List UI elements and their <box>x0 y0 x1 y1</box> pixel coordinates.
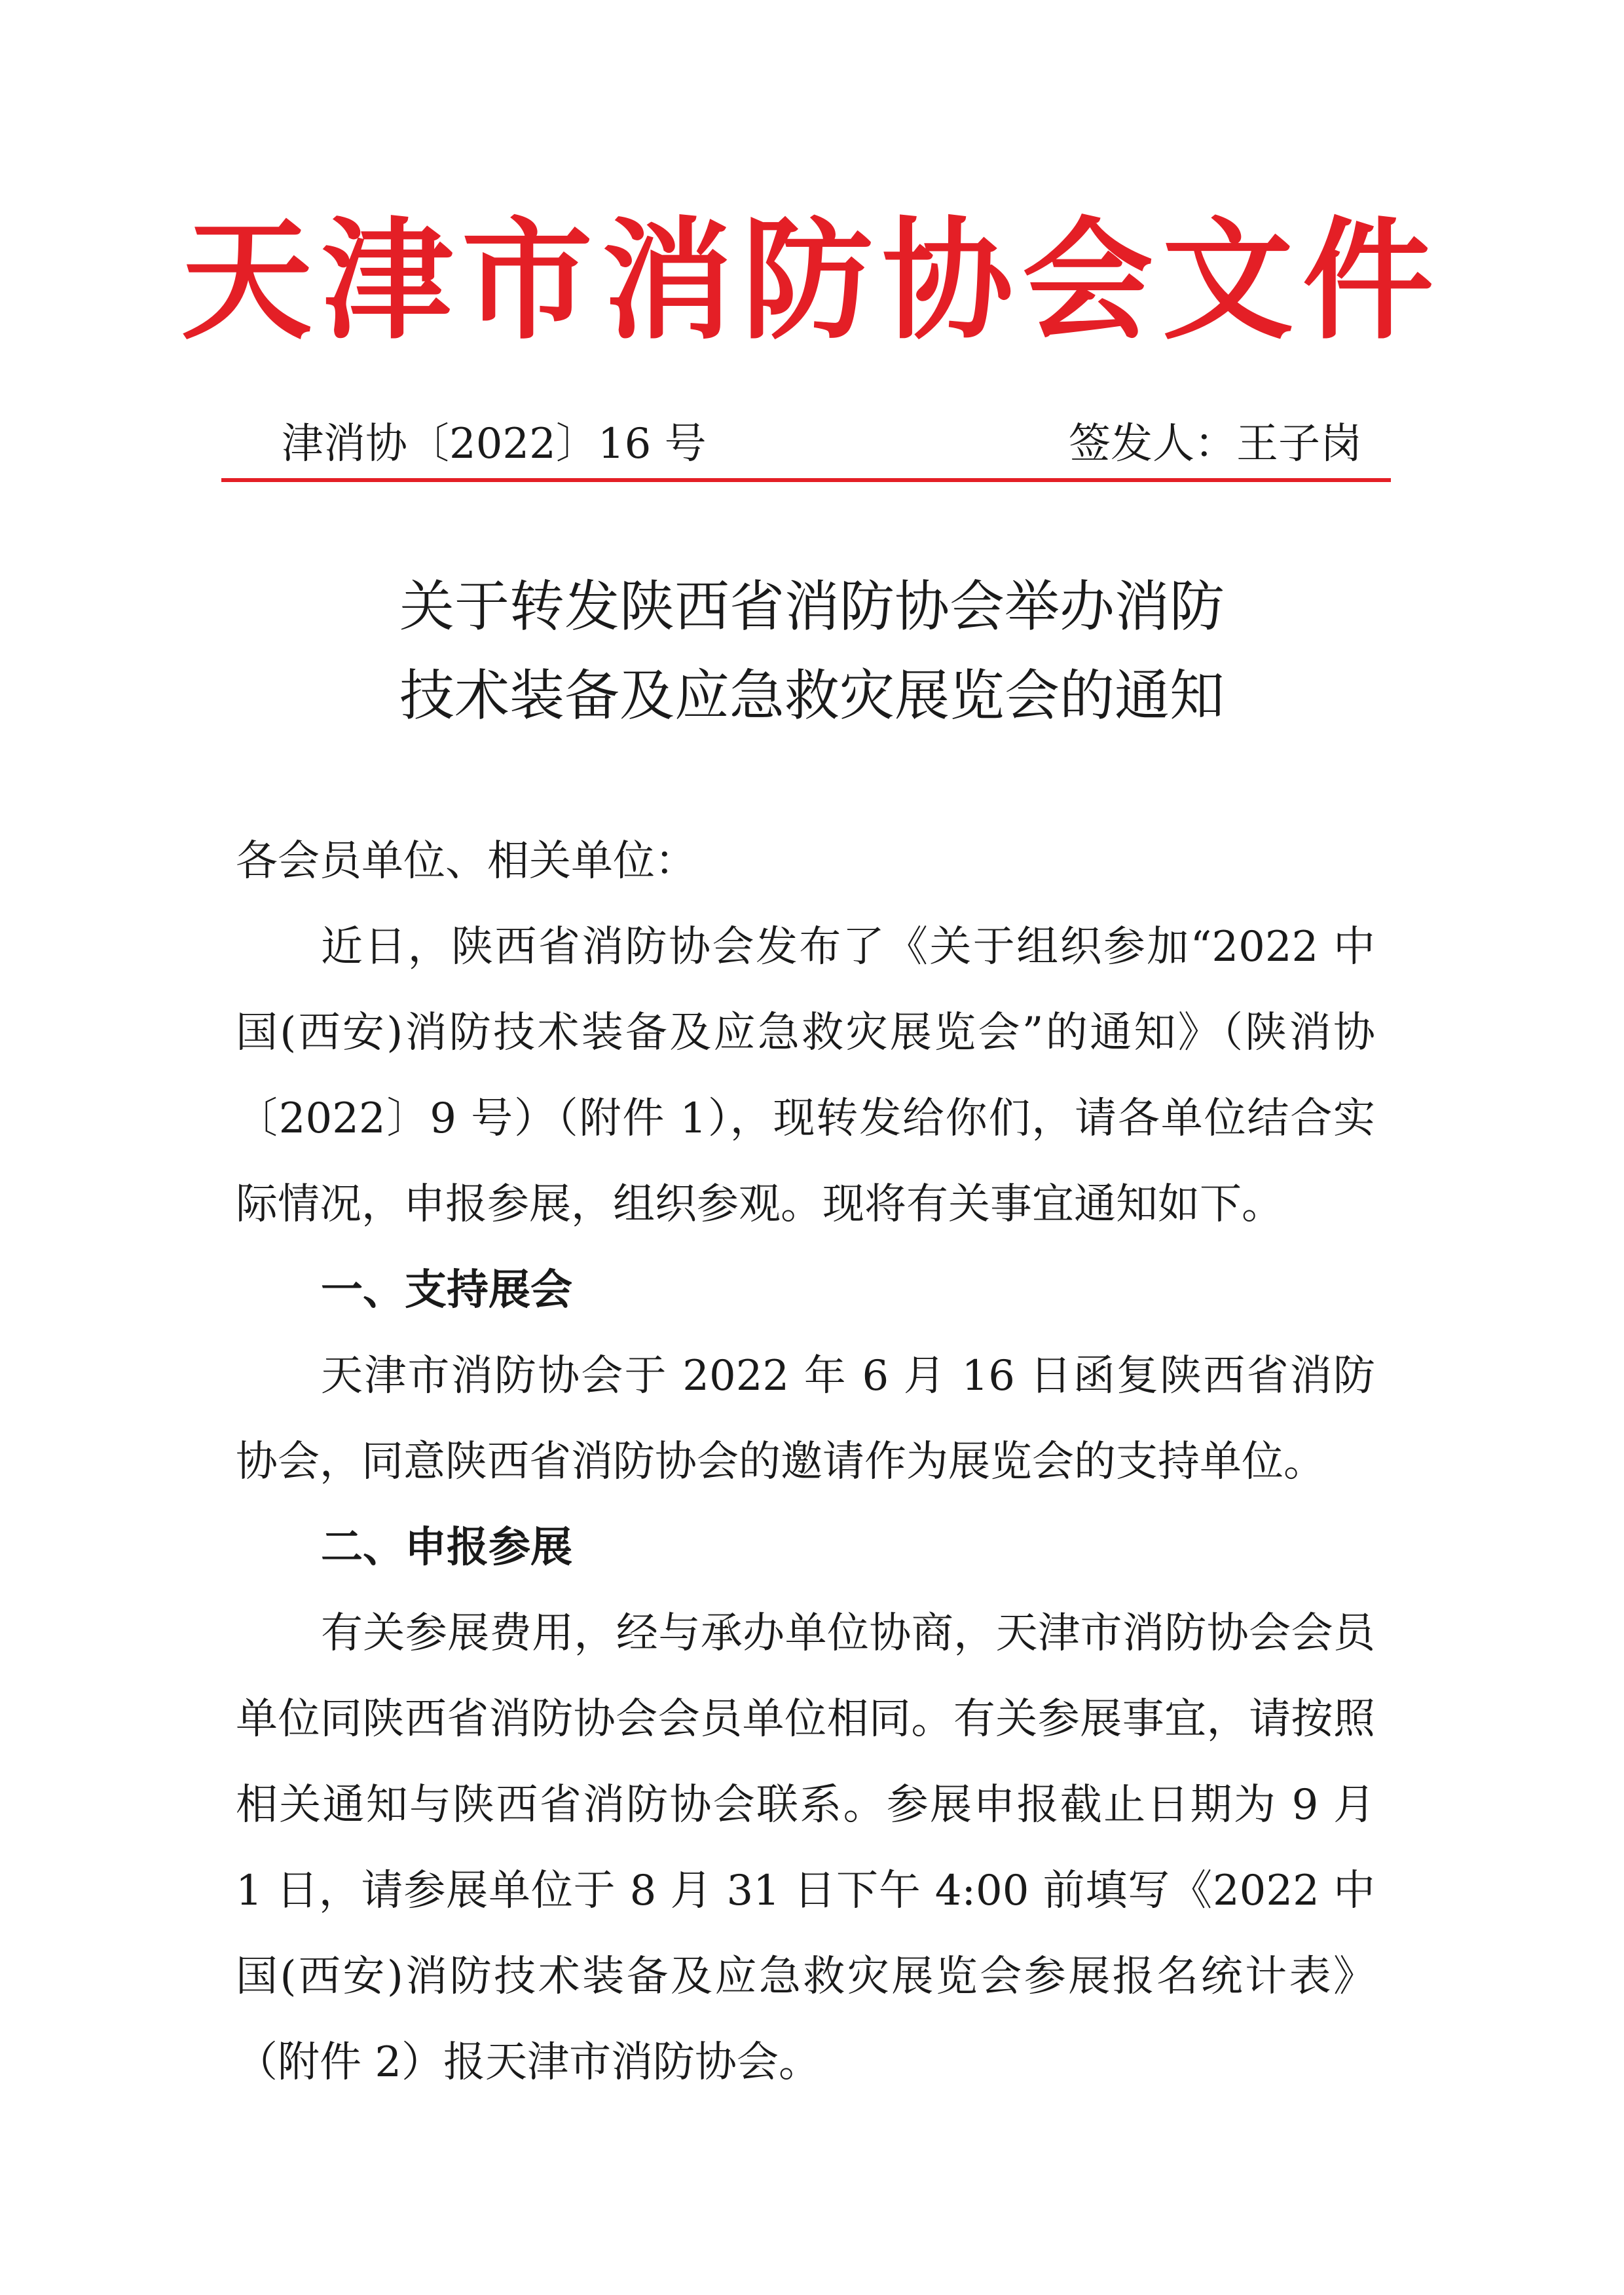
red-header-title: 天津市消防协会文件 <box>181 205 1443 358</box>
salutation: 各会员单位、相关单位： <box>236 837 697 886</box>
document-number: 津消协〔2022〕16 号 <box>282 420 707 468</box>
signer: 签发人：王子岗 <box>1069 420 1362 468</box>
title-line-1: 关于转发陕西省消防协会举办消防 <box>399 574 1225 639</box>
title-line-2: 技术装备及应急救灾展览会的通知 <box>399 663 1225 728</box>
intro-paragraph: 近日，陕西省消防协会发布了《关于组织参加“2022 中国(西安)消防技术装备及应急救灾展览会”的通知》（陕消协〔2022〕9 号）（附件 1），现转发给你们，请各单位结合实际情况，申报参展，组织参观。现将有关事宜通知如下。 <box>236 923 1375 1229</box>
section-2-paragraph: 有关参展费用，经与承办单位协商，天津市消防协会会员单位同陕西省消防协会会员单位相同。有关参展事宜，请按照相关通知与陕西省消防协会联系。参展申报截止日期为 9 月 1 日，请参展单位于 8 月 31 日下午 4:00 前填写《2022 中国(西安)消防技术装备及应急救灾展览会参展报名统计表》（附件 2）报天津市消防协会。 <box>236 1609 1375 2087</box>
section-2-heading: 二、申报参展 <box>321 1523 572 1572</box>
section-1-heading: 一、支持展会 <box>321 1266 572 1315</box>
document-body <box>236 819 1375 2106</box>
document-title <box>0 562 1624 740</box>
section-1-paragraph: 天津市消防协会于 2022 年 6 月 16 日函复陕西省消防协会，同意陕西省消防协会的邀请作为展览会的支持单位。 <box>236 1352 1375 1486</box>
red-divider-line <box>221 478 1391 482</box>
